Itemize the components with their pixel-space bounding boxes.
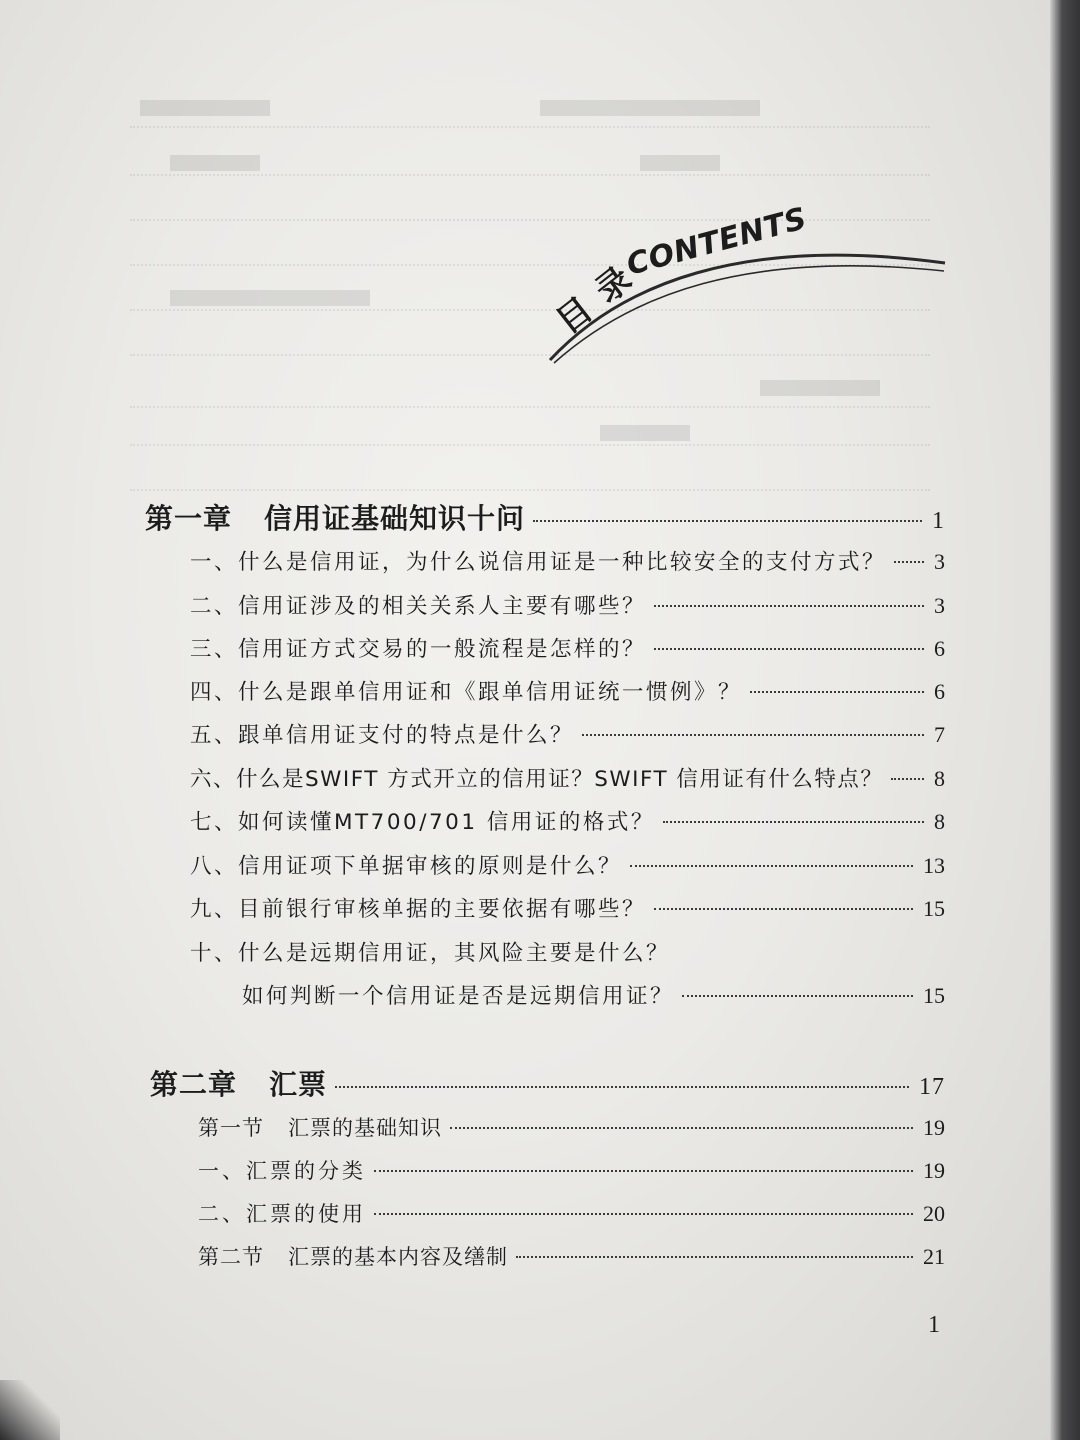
dot-leader: [374, 1213, 913, 1215]
entry-text: 如何判断一个信用证是否是远期信用证？: [242, 984, 675, 1009]
toc-entry[interactable]: [190, 589, 945, 620]
page-number: 19: [923, 1158, 945, 1183]
dot-leader: [450, 1127, 913, 1129]
dot-leader: [663, 821, 924, 823]
page-number: 8: [934, 809, 945, 834]
page-number: 3: [934, 549, 945, 574]
toc-entry[interactable]: [190, 718, 945, 749]
chapter-number: 第二章: [150, 1068, 238, 1101]
dot-leader: [750, 691, 924, 693]
toc-entry[interactable]: [190, 632, 945, 663]
section-title: 汇票的基本内容及缮制: [288, 1245, 508, 1269]
section-number: 第一节: [198, 1116, 264, 1140]
page-number: 1: [932, 508, 945, 534]
chapter-title: 信用证基础知识十问: [264, 502, 526, 535]
section-title: 汇票的基础知识: [288, 1116, 442, 1140]
dot-leader: [516, 1256, 913, 1258]
page-number: 21: [923, 1244, 945, 1269]
toc-entry[interactable]: [190, 892, 945, 923]
toc-entry[interactable]: [190, 675, 945, 706]
page-number: 6: [934, 636, 945, 661]
entry-text: 一、汇票的分类: [198, 1159, 366, 1183]
dot-leader: [374, 1170, 913, 1172]
entry-text: 五、跟单信用证支付的特点是什么？: [190, 723, 575, 748]
toc-section[interactable]: [198, 1241, 945, 1271]
dot-leader: [654, 648, 924, 650]
page-number: 17: [919, 1074, 945, 1100]
page-number: 20: [923, 1201, 945, 1226]
toc-entry[interactable]: [190, 762, 945, 793]
entry-text: 一、什么是信用证，为什么说信用证是一种比较安全的支付方式？: [190, 550, 887, 575]
dot-leader: [682, 995, 913, 997]
entry-text: 二、信用证涉及的相关关系人主要有哪些？: [190, 594, 647, 619]
toc-entry[interactable]: [190, 805, 945, 836]
toc-entry[interactable]: [190, 545, 945, 576]
dot-leader: [335, 1086, 909, 1088]
toc-entry[interactable]: [198, 1155, 945, 1185]
toc-entry[interactable]: [190, 849, 945, 880]
entry-text: 四、什么是跟单信用证和《跟单信用证统一惯例》？: [190, 680, 743, 705]
entry-text: 三、信用证方式交易的一般流程是怎样的？: [190, 637, 647, 662]
page-number: 3: [934, 593, 945, 618]
dot-leader: [654, 605, 924, 607]
page-number: 13: [923, 853, 945, 878]
page-number: 6: [934, 679, 945, 704]
toc-entry[interactable]: [198, 1198, 945, 1228]
corner-shadow: [0, 1380, 60, 1440]
dot-leader: [533, 520, 922, 522]
toc-entry[interactable]: [242, 979, 945, 1010]
dot-leader: [654, 908, 913, 910]
entry-text: 九、目前银行审核单据的主要依据有哪些？: [190, 897, 647, 922]
toc-chapter-1[interactable]: [145, 497, 945, 537]
dot-leader: [582, 734, 924, 736]
page-number: 15: [923, 896, 945, 921]
entry-text: 八、信用证项下单据审核的原则是什么？: [190, 854, 623, 879]
page-folio: 1: [928, 1312, 940, 1338]
section-number: 第二节: [198, 1245, 264, 1269]
chapter-number: 第一章: [145, 502, 233, 535]
page-number: 19: [923, 1115, 945, 1140]
heading-en: CONTENTS: [623, 201, 811, 283]
toc-entry[interactable]: [190, 936, 945, 967]
dot-leader: [891, 778, 924, 780]
entry-text: 十、什么是远期信用证，其风险主要是什么？: [190, 941, 671, 966]
chapter-title: 汇票: [269, 1068, 328, 1101]
dot-leader: [630, 865, 913, 867]
entry-text: 七、如何读懂MT700/701 信用证的格式？: [190, 810, 655, 835]
page-number: 15: [923, 983, 945, 1008]
toc-section[interactable]: [198, 1112, 945, 1142]
heading-cn: 目 录: [548, 257, 642, 343]
page-number: 8: [934, 766, 945, 791]
page-number: 7: [934, 722, 945, 747]
entry-text: 六、什么是SWIFT 方式开立的信用证？SWIFT 信用证有什么特点？: [190, 767, 884, 792]
dot-leader: [894, 561, 924, 563]
entry-text: 二、汇票的使用: [198, 1202, 366, 1226]
toc-chapter-2[interactable]: [150, 1063, 945, 1103]
